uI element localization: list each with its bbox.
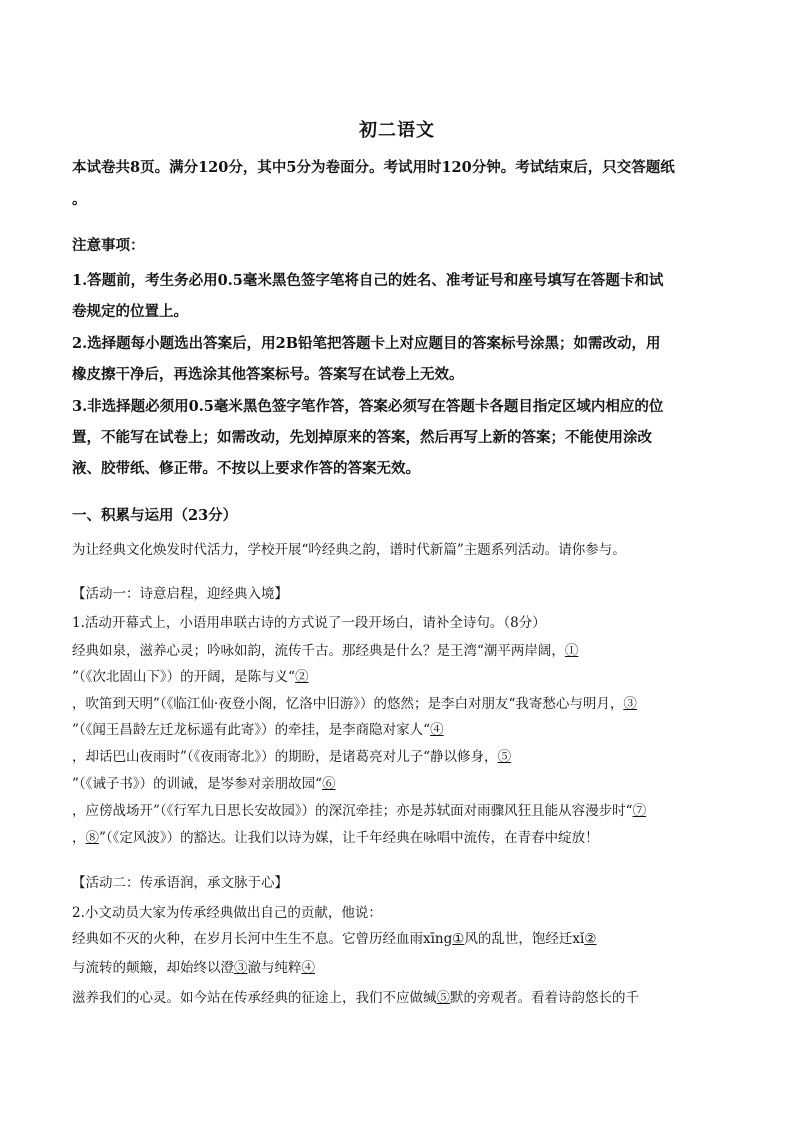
blank-marker: ⑧ <box>85 830 99 846</box>
blank-marker: ⑦ <box>632 803 647 819</box>
q1-text: ”（《次北固山下》）的开阔，是陈与义“ <box>72 669 296 685</box>
question-2: 2.小文动员大家为传承经典做出自己的贡献，他说： <box>72 905 382 921</box>
blank-marker: ② <box>584 931 597 947</box>
q1-text: ”（《闻王昌龄左迁龙标遥有此寄》）的牵挂，是李商隐对家人“ <box>72 722 431 738</box>
q1-text: ， <box>72 830 86 846</box>
q1-line-5 <box>72 747 722 767</box>
notice-line-3: 2.选择题每小题选出答案后，用2B铅笔把答题卡上对应题目的答案标号涂黑；如需改动，用 <box>72 335 661 352</box>
section-1-intro: 为让经典文化焕发时代活力，学校开展“吟经典之韵，谱时代新篇”主题系列活动。请你参与。 <box>72 542 626 558</box>
question-1: 1.活动开幕式上，小语用串联古诗的方式说了一段开场白，请补全诗句。（8分） <box>72 615 546 631</box>
blank-marker: ⑤ <box>497 749 512 765</box>
q2-line-3 <box>72 988 722 1008</box>
blank-marker: ⑤ <box>436 990 450 1006</box>
blank-marker: ② <box>295 669 309 685</box>
intro-line-1: 本试卷共8页。满分120分，其中5分为卷面分。考试用时120分钟。考试结束后，只交答题纸 <box>72 159 675 176</box>
q2-text: 默的旁观者。看着诗韵悠长的千 <box>450 990 639 1006</box>
blank-marker: ③ <box>623 696 637 712</box>
intro-line-2: 。 <box>72 191 87 208</box>
q1-text: ，应傍战场开”（《行军九日思长安故园》）的深沉牵挂；亦是苏轼面对雨骤风狂且能从容漫步时“ <box>72 803 633 819</box>
q1-line-6 <box>72 774 722 794</box>
notice-heading: 注意事项： <box>72 237 145 254</box>
q2-text: 滋养我们的心灵。如今站在传承经典的征途上，我们不应做缄 <box>72 990 437 1006</box>
q1-line-3 <box>72 694 722 714</box>
activity-2-heading: 【活动二：传承语润，承文脉于心】 <box>72 875 288 891</box>
q1-line-4 <box>72 720 722 740</box>
q1-text: ，却话巴山夜雨时”（《夜雨寄北》）的期盼，是诸葛亮对儿子“静以修身， <box>72 749 498 765</box>
q1-text: 经典如泉，滋养心灵；吟咏如韵，流传千古。那经典是什么？是王湾“潮平两岸阔， <box>72 643 565 659</box>
q1-line-1 <box>72 641 722 661</box>
q2-line-2 <box>72 958 722 978</box>
notice-line-7: 液、胶带纸、修正带。不按以上要求作答的答案无效。 <box>72 460 420 477</box>
blank-marker: ① <box>452 931 465 947</box>
q1-text: ”（《定风波》）的豁达。让我们以诗为媒，让千年经典在咏唱中流传，在青春中绽放！ <box>99 830 599 846</box>
notice-line-6: 置，不能写在试卷上；如需改动，先划掉原来的答案，然后再写上新的答案；不能使用涂改 <box>72 429 652 446</box>
activity-1-heading: 【活动一：诗意启程，迎经典入境】 <box>72 586 288 602</box>
q1-text: ，吹笛到天明”（《临江仙·夜登小阁，忆洛中旧游》）的悠然；是李白对朋友“我寄愁心与明月， <box>72 696 624 712</box>
q2-text: 澈与纯粹 <box>247 960 302 976</box>
q2-text: 经典如不灭的火种，在岁月长河中生生不息。它曾历经血雨xīng <box>72 931 453 947</box>
blank-marker: ⑥ <box>322 776 336 792</box>
notice-line-2: 卷规定的位置上。 <box>72 303 188 320</box>
page-title: 初二语文 <box>359 120 435 141</box>
notice-line-1: 1.答题前，考生务必用0.5毫米黑色签字笔将自己的姓名、准考证号和座号填写在答题卡和试 <box>72 272 664 289</box>
blank-marker: ① <box>564 643 579 659</box>
notice-line-4: 橡皮擦干净后，再选涂其他答案标号。答案写在试卷上无效。 <box>72 366 464 383</box>
q1-text: ”（《诫子书》）的训诫，是岑参对亲朋故园“ <box>72 776 323 792</box>
blank-marker: ④ <box>301 960 315 976</box>
blank-marker: ③ <box>234 960 248 976</box>
q2-line-1 <box>72 929 722 949</box>
section-1-heading: 一、积累与运用（23分） <box>72 507 238 524</box>
blank-marker: ④ <box>430 722 444 738</box>
notice-line-5: 3.非选择题必须用0.5毫米黑色签字笔作答，答案必须写在答题卡各题目指定区域内相应的位 <box>72 398 664 415</box>
q2-text: 风的乱世，饱经迁xǐ <box>464 931 585 947</box>
q1-line-2 <box>72 667 722 687</box>
q1-line-8 <box>72 828 722 848</box>
q2-text: 与流转的颠簸，却始终以澄 <box>72 960 234 976</box>
q1-line-7 <box>72 801 722 821</box>
